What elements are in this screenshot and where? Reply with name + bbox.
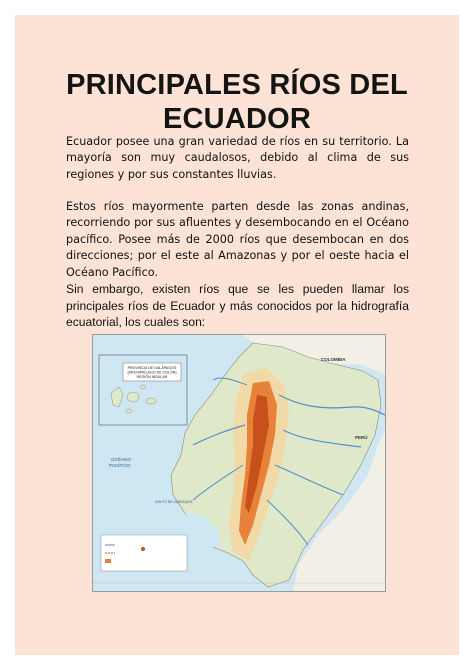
label-gulf: GOLFO DE GUAYAQUIL xyxy=(155,500,193,504)
galapagos-island-san-cristobal xyxy=(146,398,156,404)
label-ocean-line-1: OCÉANO xyxy=(111,457,131,462)
paragraph-intro: Ecuador posee una gran variedad de ríos en su territorio. La mayoría son muy caudalosos, debido al clima de sus regiones y por sus constantes lluvias. xyxy=(66,135,409,181)
legend-peak-marker xyxy=(141,547,145,551)
ecuador-rivers-map xyxy=(92,334,386,592)
paragraph-origin: Estos ríos mayormente parten desde las zonas andinas, recorriendo por sus afluentes y desembocando en el Océano pacífico. Posee más de 2000 ríos que desembocan en dos direcciones; por el este al Amazonas y por el oeste hacia el Océano Pacífico. xyxy=(66,200,409,279)
label-colombia: COLOMBIA xyxy=(321,357,346,362)
paragraph-main-rivers: Sin embargo, existen ríos que se les pueden llamar los principales ríos de Ecuador y más conocidos por la hidrografía ecuatorial, los cuales son: xyxy=(66,282,409,330)
galapagos-island-floreana xyxy=(126,409,132,413)
galapagos-inset-title-1: PROVINCIA DE GALÁPAGOS xyxy=(127,366,177,370)
map-svg xyxy=(93,335,385,591)
galapagos-inset-title-2: (ARCHIPIÉLAGO DE COLÓN) xyxy=(127,370,177,375)
galapagos-inset-title-3: REGIÓN INSULAR xyxy=(136,375,168,379)
page-title xyxy=(0,68,474,136)
label-ocean-line-2: PACÍFICO xyxy=(109,463,131,468)
page-title-line-2: ECUADOR xyxy=(162,103,311,135)
map-legend xyxy=(101,535,187,571)
legend-altitude-swatch xyxy=(105,559,111,563)
page-title-line-1: PRINCIPALES RÍOS DEL xyxy=(66,69,408,101)
galapagos-island-santiago xyxy=(141,385,146,389)
galapagos-island-santa-cruz xyxy=(127,392,139,402)
label-peru: PERÚ xyxy=(355,435,368,440)
